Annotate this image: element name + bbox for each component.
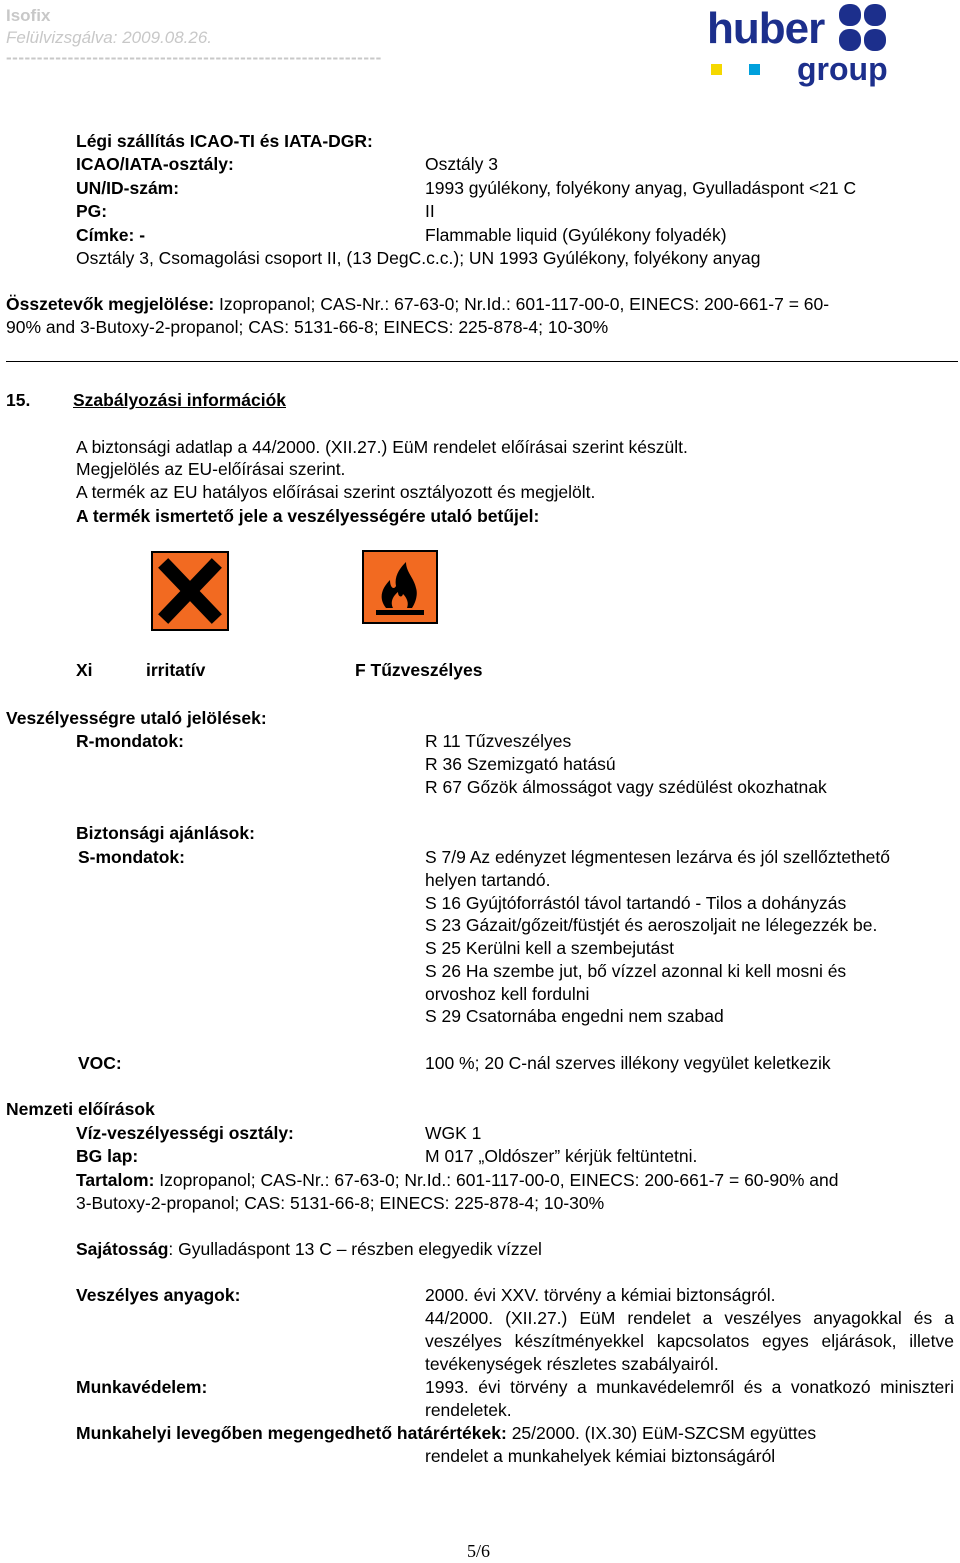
components-label: Összetevők megjelölése: (6, 294, 215, 314)
limit-text-1: 25/2000. (IX.30) EüM-SZCSM együttes (506, 1423, 817, 1443)
section-paragraph: A biztonsági adatlap a 44/2000. (XII.27.) EüM rendelet előírásai szerint készült. (76, 437, 688, 457)
limit-line-1 (76, 1422, 816, 1445)
air-extra-text: Osztály 3, Csomagolási csoport II, (13 DegC.c.c.); UN 1993 Gyúlékony, folyékony anyag (76, 248, 761, 268)
section-paragraph: Megjelölés az EU-előírásai szerint. (76, 459, 346, 479)
limit-label: Munkahelyi levegőben megengedhető határértékek: (76, 1423, 507, 1443)
section-number: 15. (6, 390, 31, 410)
air-row-value: 1993 gyúlékony, folyékony anyag, Gyulladáspont <21 C (425, 178, 857, 198)
special-value: : Gyulladáspont 13 C – részben elegyedik vízzel (168, 1239, 542, 1259)
air-row-label: UN/ID-szám: (76, 178, 180, 198)
content-label: Tartalom: (76, 1170, 155, 1190)
limit-line-2: rendelet a munkahelyek kémiai biztonságáról (425, 1446, 776, 1466)
s-phrase: S 16 Gyújtóforrástól távol tartandó - Tilos a dohányzás (425, 893, 847, 913)
logo-cyan-square (749, 64, 760, 75)
work-value: 1993. évi törvény a munkavédelemről és a vonatkozó miniszteri rendeletek. (425, 1377, 954, 1420)
air-row-label: Címke: - (76, 225, 146, 245)
section-divider (6, 361, 958, 362)
xi-text: irritatív (146, 660, 206, 680)
irritant-x-icon (151, 551, 229, 631)
bg-label: BG lap: (76, 1146, 139, 1166)
logo-yellow-square (711, 64, 722, 75)
logo-word-group: group (797, 51, 888, 87)
xi-code: Xi (76, 660, 93, 680)
r-phrase: R 11 Tűzveszélyes (425, 731, 572, 751)
content-line-2: 3-Butoxy-2-propanol; CAS: 5131-66-8; EINECS: 225-878-4; 10-30% (76, 1193, 605, 1213)
dangerous-decree: 44/2000. (XII.27.) EüM rendelet a veszélyes anyagokkal és a veszélyes készítményekkel kapcsolatos egyes eljárások, illetve tevékenységek részletes szabályairól. (425, 1308, 954, 1374)
work-label: Munkavédelem: (76, 1377, 208, 1397)
flame-icon (362, 550, 438, 624)
s-phrase: S 26 Ha szembe jut, bő vízzel azonnal ki kell mosni és (425, 961, 847, 981)
s-phrase: helyen tartandó. (425, 870, 551, 890)
s-phrase: S 7/9 Az edényzet légmentesen lezárva és jól szellőztethető (425, 847, 890, 867)
special-line (76, 1238, 542, 1261)
air-row-value: Osztály 3 (425, 154, 498, 174)
section-paragraph-bold: A termék ismertető jele a veszélyességére utaló betűjel: (76, 506, 540, 526)
air-row-value: II (425, 201, 435, 221)
logo-flower-icon (837, 2, 889, 54)
components-line-1 (6, 293, 829, 316)
wgk-value: WGK 1 (425, 1123, 482, 1143)
wgk-label: Víz-veszélyességi osztály: (76, 1123, 294, 1143)
f-text: F Tűzveszélyes (355, 660, 483, 680)
s-phrase: S 23 Gázait/gőzeit/füstjét és aeroszoljait ne lélegezzék be. (425, 915, 878, 935)
hazard-title: Veszélyességre utaló jelölések: (6, 708, 267, 728)
components-text-1: Izopropanol; CAS-Nr.: 67-63-0; Nr.Id.: 601-117-00-0, EINECS: 200-661-7 = 60- (214, 294, 830, 314)
content-line-1 (76, 1169, 838, 1192)
safety-label: Biztonsági ajánlások: (76, 823, 255, 843)
voc-value: 100 %; 20 C-nál szerves illékony vegyület keletkezik (425, 1053, 831, 1073)
r-label: R-mondatok: (76, 731, 184, 751)
special-label: Sajátosság (76, 1239, 169, 1259)
dangerous-label: Veszélyes anyagok: (76, 1285, 241, 1305)
header-dashes: ------------------------------------------------------------- (6, 48, 382, 67)
voc-label: VOC: (78, 1053, 122, 1073)
section-paragraph: A termék az EU hatályos előírásai szerint osztályozott és megjelölt. (76, 482, 596, 502)
components-line-2: 90% and 3-Butoxy-2-propanol; CAS: 5131-66-8; EINECS: 225-878-4; 10-30% (6, 317, 609, 337)
air-row-label: ICAO/IATA-osztály: (76, 154, 234, 174)
air-row-label: PG: (76, 201, 108, 221)
s-phrase: S 29 Csatornába engedni nem szabad (425, 1006, 724, 1026)
page-number: 5/6 (467, 1541, 491, 1561)
revision-date: Felülvizsgálva: 2009.08.26. (6, 28, 213, 47)
content-text-1: Izopropanol; CAS-Nr.: 67-63-0; Nr.Id.: 601-117-00-0, EINECS: 200-661-7 = 60-90% and (154, 1170, 839, 1190)
section-title: Szabályozási információk (73, 390, 286, 410)
r-phrase: R 67 Gőzök álmosságot vagy szédülést okozhatnak (425, 777, 827, 797)
logo-word-huber: huber (707, 4, 825, 53)
air-row-value: Flammable liquid (Gyúlékony folyadék) (425, 225, 727, 245)
air-transport-title: Légi szállítás ICAO-TI és IATA-DGR: (76, 131, 373, 151)
dangerous-law: 2000. évi XXV. törvény a kémiai biztonságról. (425, 1285, 776, 1305)
s-label: S-mondatok: (78, 847, 185, 867)
product-name: Isofix (6, 6, 51, 25)
r-phrase: R 36 Szemizgató hatású (425, 754, 616, 774)
national-title: Nemzeti előírások (6, 1099, 155, 1119)
huber-group-logo (705, 2, 890, 87)
bg-value: M 017 „Oldószer” kérjük feltüntetni. (425, 1146, 698, 1166)
s-phrase: S 25 Kerülni kell a szembejutást (425, 938, 675, 958)
s-phrase: orvoshoz kell fordulni (425, 984, 590, 1004)
